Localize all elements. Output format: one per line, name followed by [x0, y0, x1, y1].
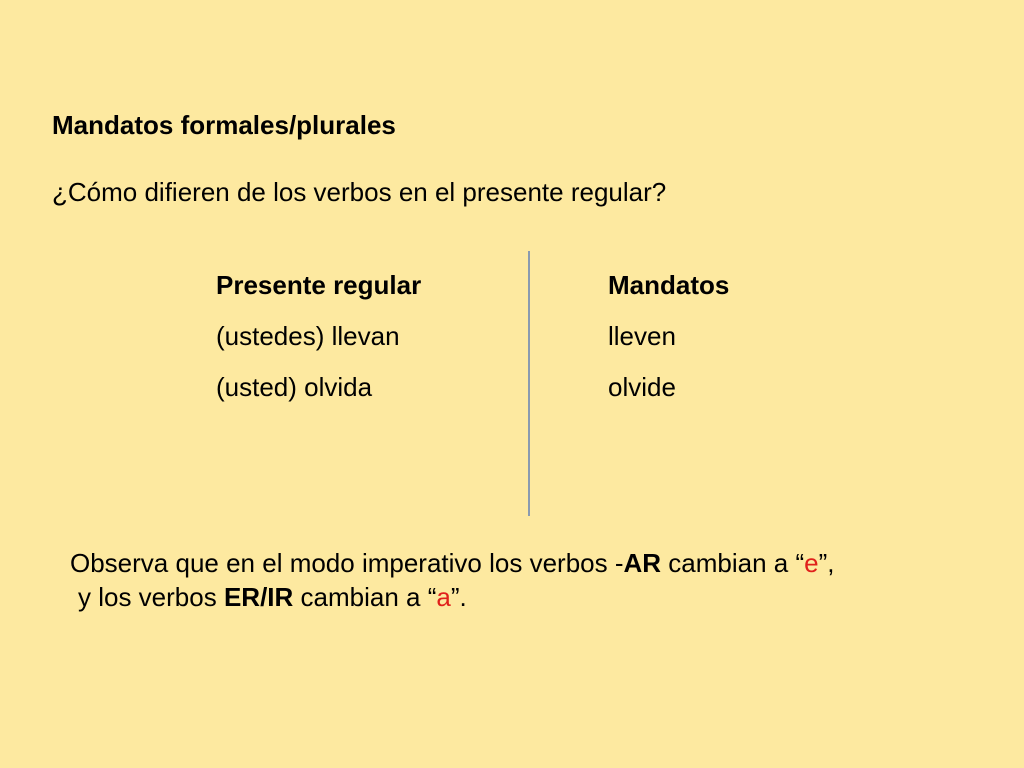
note-e-vowel: e [804, 548, 819, 578]
present-regular-header: Presente regular [216, 270, 422, 300]
observation-note [70, 546, 835, 614]
note-a-vowel: a [436, 582, 451, 612]
note-text: cambian a “ [661, 548, 805, 578]
commands-header: Mandatos [608, 270, 730, 300]
present-regular-column [216, 270, 421, 423]
note-text: ”, [818, 548, 835, 578]
commands-column [608, 270, 729, 423]
present-regular-row: (usted) olvida [216, 372, 373, 402]
observation-line-2 [70, 580, 835, 614]
slide-title: Mandatos formales/plurales [52, 110, 396, 140]
note-text: cambian a “ [293, 582, 437, 612]
commands-row: lleven [608, 321, 676, 351]
observation-line-1 [70, 546, 835, 580]
note-er-ir-ending: ER/IR [223, 582, 294, 612]
present-regular-row: (ustedes) llevan [216, 321, 400, 351]
note-text: Observa que en el modo imperativo los verbos - [70, 548, 624, 578]
commands-row: olvide [608, 372, 676, 402]
note-text: ”. [450, 582, 467, 612]
note-text: y los verbos [78, 582, 224, 612]
slide-question: ¿Cómo difieren de los verbos en el presente regular? [52, 177, 667, 207]
column-divider [528, 251, 530, 516]
note-ar-ending: AR [623, 548, 662, 578]
